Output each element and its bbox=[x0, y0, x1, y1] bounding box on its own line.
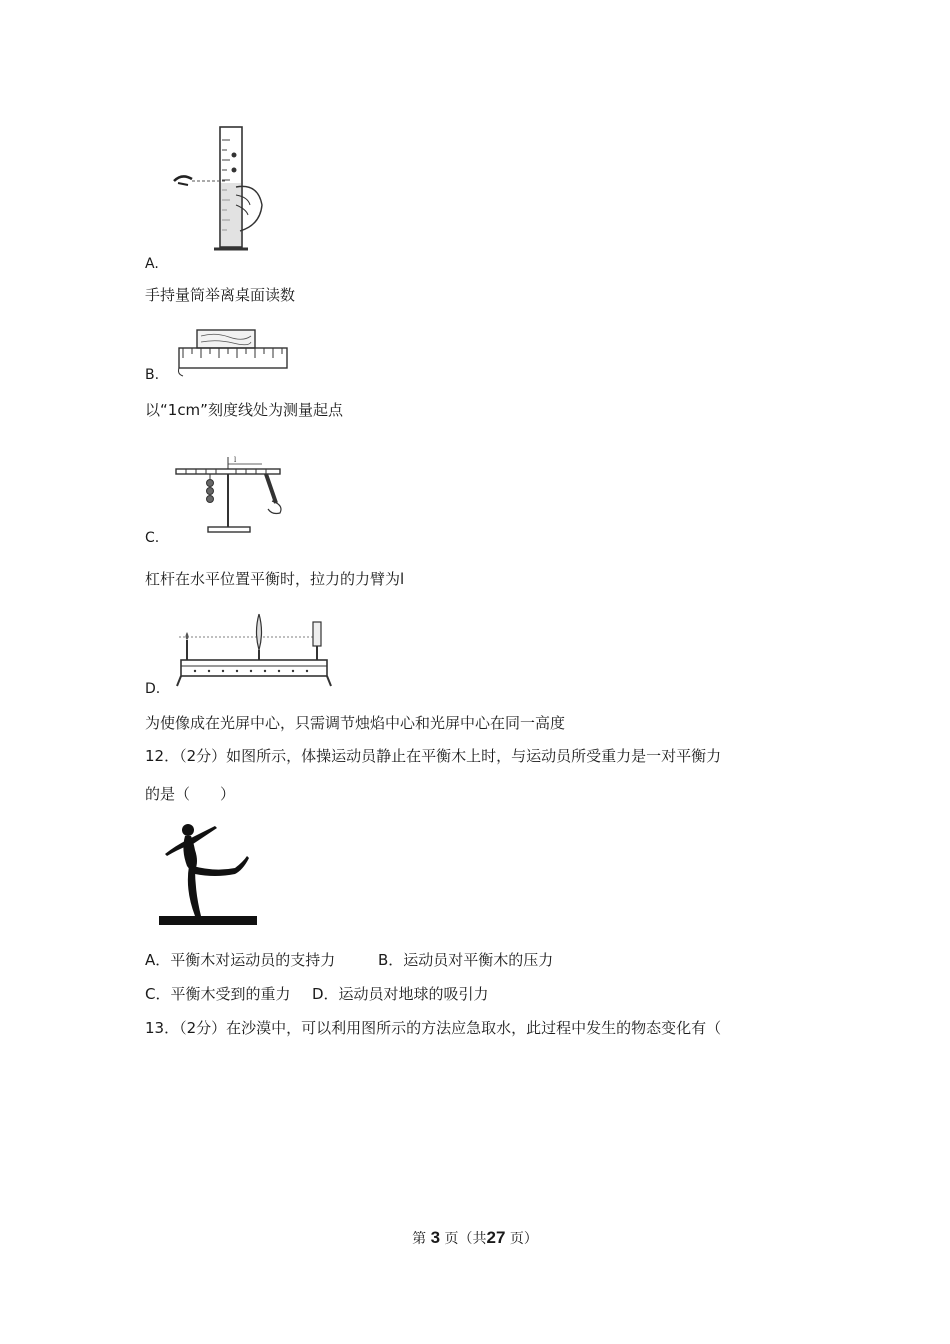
ruler-measurement-figure bbox=[175, 328, 290, 378]
footer-suffix: 页） bbox=[509, 1231, 538, 1247]
optical-bench-figure bbox=[175, 612, 335, 690]
lever-balance-figure bbox=[172, 455, 287, 535]
question-12-stem-line2: 的是（ ） bbox=[145, 785, 236, 803]
svg-text:l: l bbox=[234, 456, 237, 464]
footer-prefix: 第 bbox=[412, 1231, 427, 1247]
question-12-option-a: A．平衡木对运动员的支持力 bbox=[145, 951, 336, 969]
option-b-label: B. bbox=[145, 367, 160, 383]
graduated-cylinder-reading-figure bbox=[170, 125, 270, 255]
question-13-stem-line1: 13．（2分）在沙漠中，可以利用图所示的方法应急取水，此过程中发生的物态变化有（ bbox=[145, 1019, 722, 1037]
option-d-label: D. bbox=[145, 681, 161, 697]
option-d-caption: 为使像成在光屏中心，只需调节烛焰中心和光屏中心在同一高度 bbox=[145, 714, 566, 732]
footer-total-pages: 27 bbox=[486, 1228, 506, 1247]
footer-current-page: 3 bbox=[430, 1228, 441, 1247]
question-12-option-d: D．运动员对地球的吸引力 bbox=[312, 985, 489, 1003]
option-b-caption: 以“1cm”刻度线处为测量起点 bbox=[145, 401, 343, 419]
question-12-stem-line1: 12．（2分）如图所示，体操运动员静止在平衡木上时，与运动员所受重力是一对平衡力 bbox=[145, 747, 722, 765]
option-c-label: C. bbox=[145, 530, 160, 546]
page-footer bbox=[0, 1228, 950, 1248]
option-a-label: A. bbox=[145, 256, 159, 272]
gymnast-on-balance-beam-figure bbox=[155, 820, 260, 930]
option-c-caption: 杠杆在水平位置平衡时，拉力的力臂为l bbox=[145, 570, 405, 588]
question-12-option-b: B．运动员对平衡木的压力 bbox=[378, 951, 554, 969]
option-a-caption: 手持量筒举离桌面读数 bbox=[145, 286, 296, 304]
footer-middle: 页（共 bbox=[444, 1231, 487, 1247]
question-12-option-c: C．平衡木受到的重力 bbox=[145, 985, 291, 1003]
